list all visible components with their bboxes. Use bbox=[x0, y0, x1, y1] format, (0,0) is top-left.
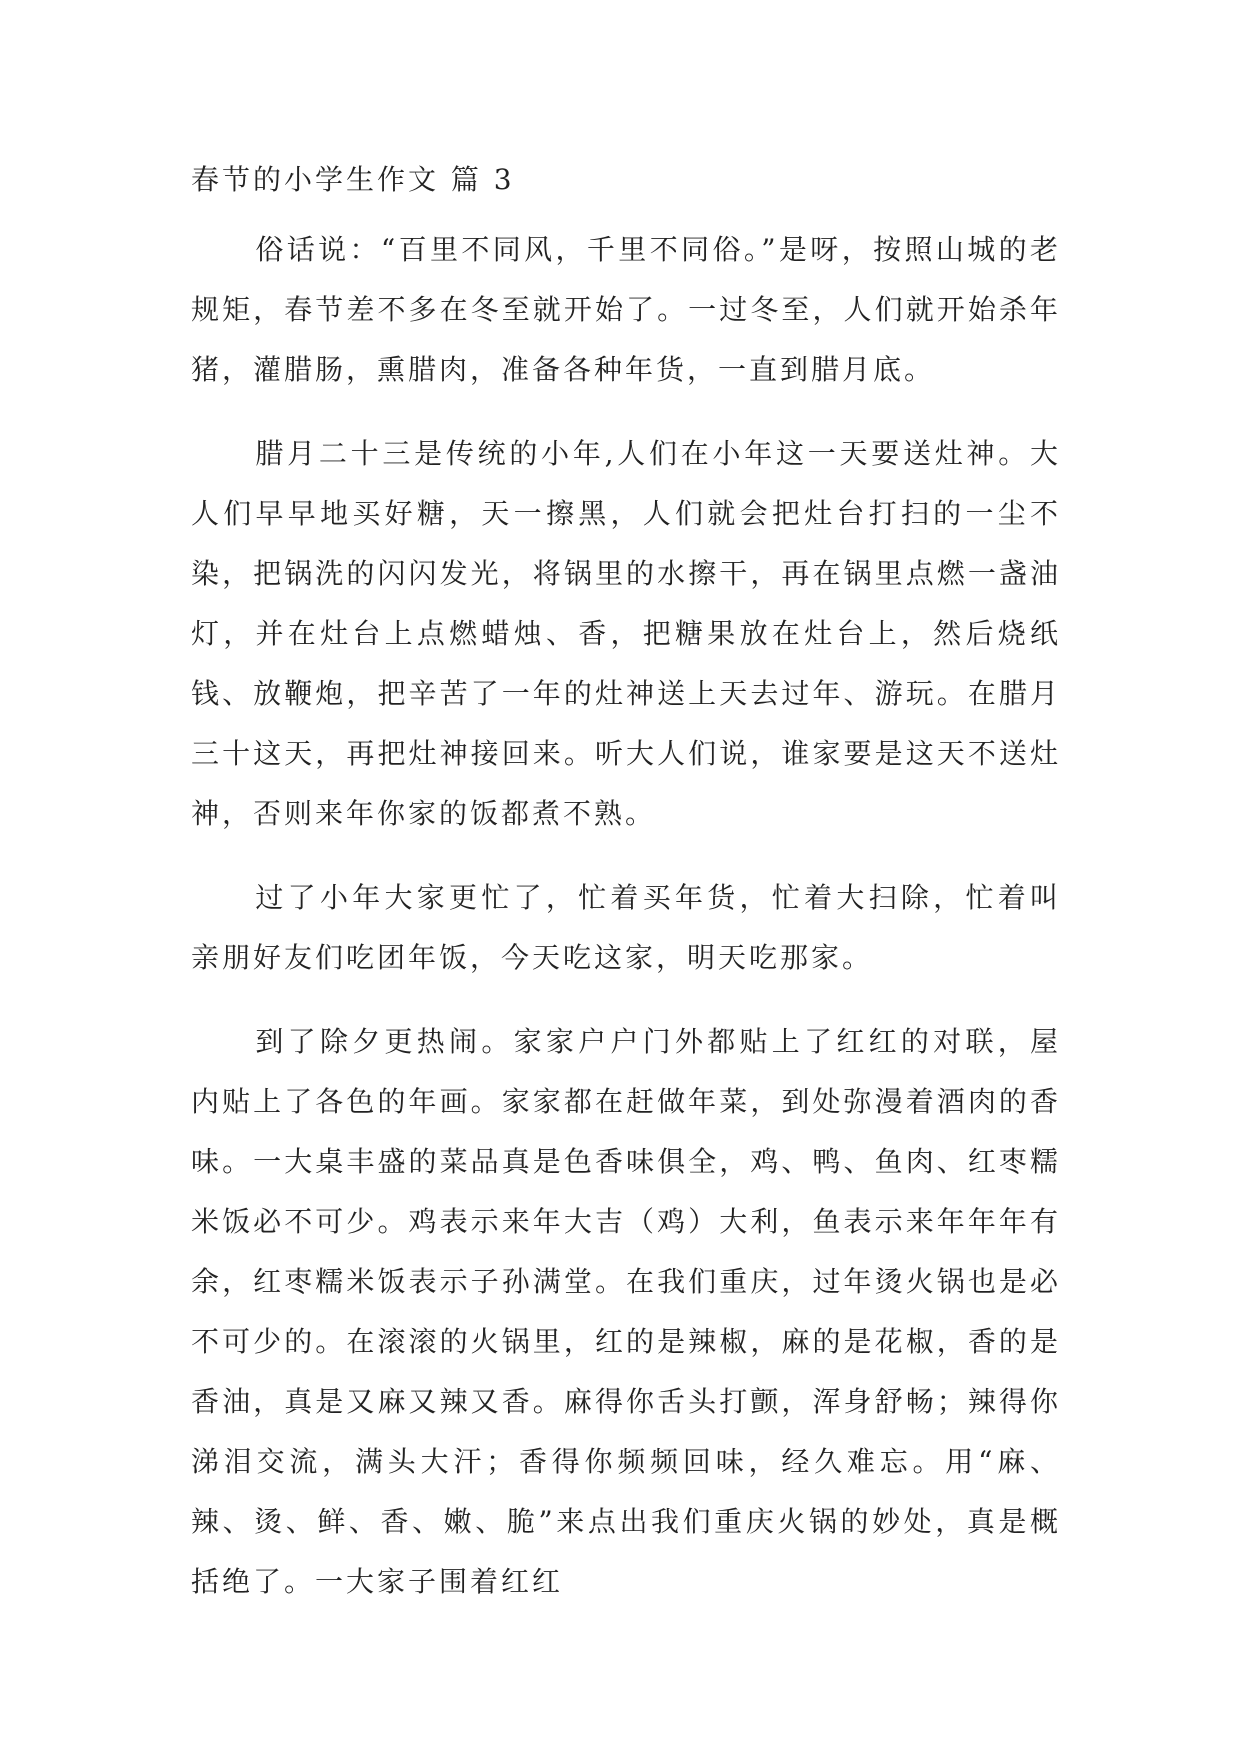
paragraph-2: 腊月二十三是传统的小年,人们在小年这一天要送灶神。大人们早早地买好糖，天一擦黑，人们就会把灶台打扫的一尘不染，把锅洗的闪闪发光，将锅里的水擦干，再在锅里点燃一盏油灯，并在灶台上点燃蜡烛、香，把糖果放在灶台上，然后烧纸钱、放鞭炮，把辛苦了一年的灶神送上天去过年、游玩。在腊月三十这天，再把灶神接回来。听大人们说，谁家要是这天不送灶神，否则来年你家的饭都煮不熟。 bbox=[191, 437, 1061, 830]
essay-title: 春节的小学生作文 篇 3 bbox=[191, 163, 515, 196]
essay-body bbox=[191, 160, 1061, 1612]
paragraph-4: 到了除夕更热闹。家家户户门外都贴上了红红的对联，屋内贴上了各色的年画。家家都在赶做年菜，到处弥漫着酒肉的香味。一大桌丰盛的菜品真是色香味俱全，鸡、鸭、鱼肉、红枣糯米饭必不可少。鸡表示来年大吉（鸡）大利，鱼表示来年年年有余，红枣糯米饭表示子孙满堂。在我们重庆，过年烫火锅也是必不可少的。在滚滚的火锅里，红的是辣椒，麻的是花椒，香的是香油，真是又麻又辣又香。麻得你舌头打颤，浑身舒畅；辣得你涕泪交流，满头大汗；香得你频频回味，经久难忘。用“麻、辣、烫、鲜、香、嫩、脆”来点出我们重庆火锅的妙处，真是概括绝了。一大家子围着红红 bbox=[191, 1025, 1061, 1598]
paragraph-3: 过了小年大家更忙了，忙着买年货，忙着大扫除，忙着叫亲朋好友们吃团年饭，今天吃这家，明天吃那家。 bbox=[191, 881, 1061, 974]
paragraph-1: 俗话说：“百里不同风，千里不同俗。”是呀，按照山城的老规矩，春节差不多在冬至就开始了。一过冬至，人们就开始杀年猪，灌腊肠，熏腊肉，准备各种年货，一直到腊月底。 bbox=[191, 233, 1061, 386]
